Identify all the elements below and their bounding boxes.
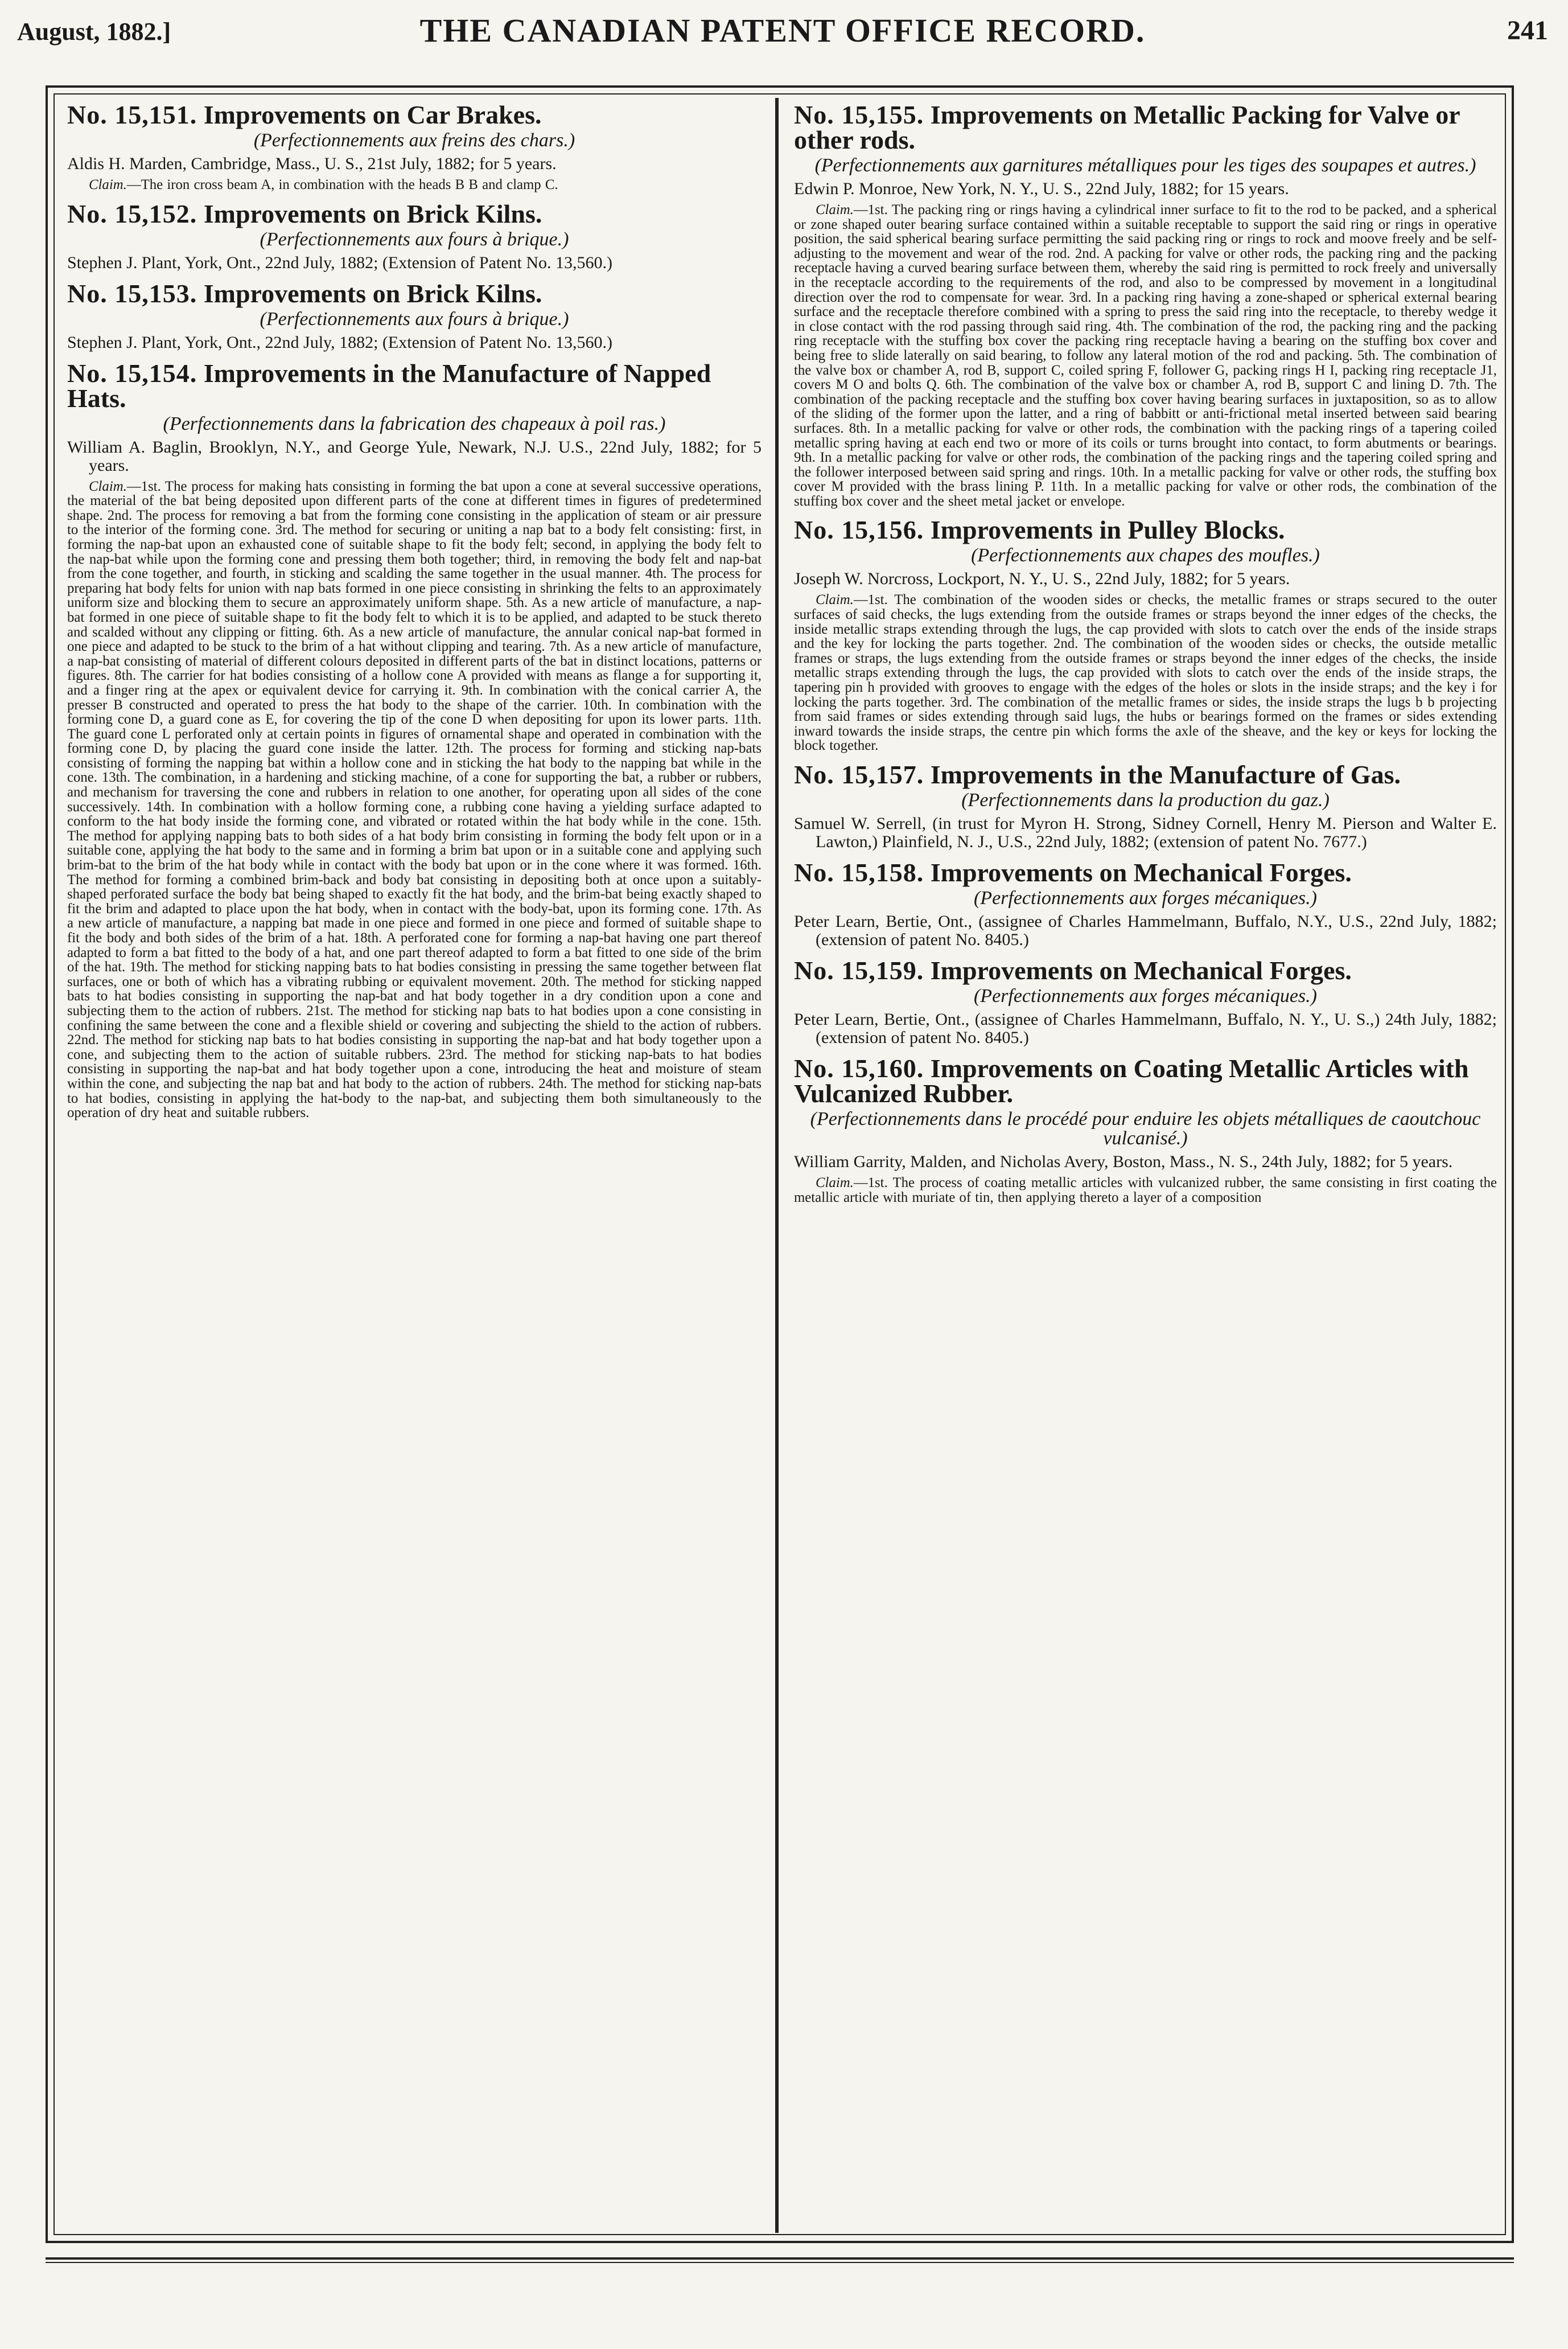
patent-entry-15156 [794, 515, 1497, 754]
patent-title [794, 958, 1497, 983]
french-title: (Perfectionnements aux garnitures métalliques pour les tiges des soupapes et autres.) [814, 155, 1476, 176]
inventor-line: William A. Baglin, Brooklyn, N.Y., and George Yule, Newark, N.J. U.S., 22nd July, 1882; for 5 years. [67, 437, 762, 475]
inventor-line: Joseph W. Norcross, Lockport, N. Y., U. S., 22nd July, 1882; for 5 years. [794, 569, 1290, 589]
bottom-rule [46, 2257, 1514, 2263]
french-title: (Perfectionnements aux fours à brique.) [260, 308, 569, 330]
patent-entry-15151 [67, 102, 762, 192]
patent-entry-15155 [794, 102, 1497, 508]
patent-number: No. 15,156. [794, 515, 924, 545]
claim-text [794, 593, 1497, 753]
patent-title-text: Improvements on Mechanical Forges. [930, 956, 1352, 985]
publication-title: THE CANADIAN PATENT OFFICE RECORD. [419, 12, 1146, 49]
claim-label: Claim. [89, 177, 127, 192]
inventor-line: William Garrity, Malden, and Nicholas Avery, Boston, Mass., N. S., 24th July, 1882; for 5 years. [794, 1152, 1453, 1171]
patent-entry-15157 [794, 762, 1497, 851]
patent-title [67, 102, 762, 128]
claim-text [67, 479, 762, 1120]
claim-body: —1st. The combination of the wooden sides or checks, the metallic frames or straps secured to the outer surfaces of said checks, the lugs extending from the outside frames or straps beyond the inner edges of the checks, the inside metallic straps extending through the lugs, the cap provided with slots to catch over the ends of the inside straps and the key for locking the parts together. 2nd. The combination of the wooden sides or checks, the outside metallic frames or straps, the lugs extending from the outside frames or straps beyond the inner edges of the checks, the inside metallic straps extending through the lugs, the cap provided with slots to catch over the ends of the inside straps, the tapering pin h provided with grooves to engage with the edges of the holes or slots in the inside straps; and the key i for locking the parts together. 3rd. The combination of the metallic frames or sides, the inside straps the lugs b b projecting from said frames or sides extending through said lugs, the hubs or bearings formed on the frames or sides extending inward towards the inside straps, the centre pin which forms the axle of the sheave, and the key or keys for locking the block together. [794, 592, 1497, 754]
patent-number: No. 15,159. [794, 956, 924, 985]
patent-title-text: Improvements on Brick Kilns. [203, 278, 542, 308]
patent-entry-15154 [67, 358, 762, 1121]
patent-entry-15160 [794, 1056, 1497, 1205]
french-title: (Perfectionnements dans le procédé pour enduire les objets métalliques de caoutchouc vulcanisé.) [810, 1108, 1481, 1149]
claim-label: Claim. [816, 592, 854, 608]
patent-title [794, 102, 1497, 153]
claim-text [67, 178, 762, 192]
patent-entry-15153 [67, 278, 762, 352]
claim-label: Claim. [816, 1175, 854, 1190]
inventor-line: Peter Learn, Bertie, Ont., (assignee of Charles Hammelmann, Buffalo, N. Y., U. S.,) 24th July, 1882; (extension of patent No. 8405.) [794, 1010, 1497, 1047]
claim-text [794, 203, 1497, 508]
patent-title [794, 860, 1497, 885]
page-header [17, 7, 1548, 52]
page-number: 241 [1507, 15, 1548, 46]
patent-number: No. 15,153. [67, 278, 197, 308]
claim-text [794, 1176, 1497, 1205]
patent-title-text: Improvements in the Manufacture of Napped Hats. [67, 358, 711, 413]
patent-title-text: Improvements on Metallic Packing for Valve or other rods. [794, 102, 1460, 154]
patent-entry-15152 [67, 199, 762, 272]
patent-title-text: Improvements in the Manufacture of Gas. [930, 760, 1401, 789]
patent-title-text: Improvements on Car Brakes. [203, 102, 542, 129]
patent-title-text: Improvements on Coating Metallic Articles with Vulcanized Rubber. [794, 1054, 1469, 1108]
inventor-line: Aldis H. Marden, Cambridge, Mass., U. S., 21st July, 1882; for 5 years. [67, 154, 557, 173]
french-title: (Perfectionnements dans la production du gaz.) [961, 790, 1330, 811]
issue-date: August, 1882.] [17, 18, 171, 46]
right-column [794, 102, 1497, 2232]
french-title: (Perfectionnements dans la fabrication des chapeaux à poil ras.) [163, 413, 666, 434]
patent-number: No. 15,154. [67, 358, 197, 388]
claim-body: —1st. The packing ring or rings having a cylindrical inner surface to fit to the rod to be packed, and a spherical or zone shaped outer bearing surface contained within a suitable receptable to support the said ring or rings in operative position, the said spherical bearing surface permitting the said packing ring or rings to rock and moove freely and be self-adjusting to the movement and wear of the rod. 2nd. A packing for valve or other rods, the packing ring and the packing receptacle having a curved bearing surface between them, whereby the said ring is permitted to rock freely and universally in the receptacle according to the requirements of the rod, and also to be compressed by movement in a longitudinal direction over the rod to compensate for wear. 3rd. In a packing ring having a zone-shaped or spherical external bearing surface and the receptacle therefore combined with a spring to press the said ring into the receptacle, to thereby wedge it in close contact with the rod passing through said ring. 4th. The combination of the rod, the packing ring and the packing ring receptacle with the stuffing box cover the packing ring receptacle having a bearing on the stuffing box cover and being free to slide laterally on said bearing, to follow any lateral motion of the rod and packing. 5th. The combination of the valve box or chamber A, rod B, support C, coiled spring F, follower G, packing rings H I, packing ring receptacle J1, covers M O and bolts Q. 6th. The combination of the valve box or chamber A, rod B, support C and lining D. 7th. The combination of the packing receptacle and the stuffing box cover having bearing surfaces in juxtaposition, so as to allow of the sliding of the former upon the latter, and a ring of babbitt or anti-frictional metal inserted between said bearing surfaces. 8th. In a metallic packing for valve or other rods, the combination with the packing rings of a tapering coiled metallic spring having at each end two or more of its coils or turns brought into contact, to form abutments or bearings. 9th. In a metallic packing for valve or other rods, the combination of the packing rings and the tapering coiled spring and the follower interposed between said spring and rings. 10th. In a metallic packing for valve or other rods, the stuffing box cover M provided with the brass lining P. 11th. In a metallic packing for valve or other rods, the combination of the stuffing box cover and the sheet metal jacket or envelope. [794, 202, 1497, 509]
patent-number: No. 15,155. [794, 102, 924, 129]
french-title: (Perfectionnements aux chapes des moufles.) [971, 545, 1320, 566]
claim-body: —1st. The process of coating metallic articles with vulcanized rubber, the same consisting in first coating the metallic article with muriate of tin, then applying thereto a layer of a composition [794, 1175, 1497, 1205]
inventor-line: Peter Learn, Bertie, Ont., (assignee of Charles Hammelmann, Buffalo, N.Y., U.S., 22nd July, 1882; (extension of patent No. 8405.) [794, 912, 1497, 949]
patent-title [794, 762, 1497, 787]
patent-title [67, 278, 762, 308]
inventor-line: Stephen J. Plant, York, Ont., 22nd July, 1882; (Extension of Patent No. 13,560.) [67, 332, 613, 352]
left-column [67, 102, 762, 2232]
patent-entry-15159 [794, 958, 1497, 1047]
french-title: (Perfectionnements aux fours à brique.) [260, 228, 569, 250]
french-title: (Perfectionnements aux forges mécaniques.) [973, 985, 1317, 1007]
patent-title-text: Improvements on Mechanical Forges. [930, 858, 1352, 887]
patent-number: No. 15,151. [67, 102, 197, 129]
column-divider [775, 98, 779, 2233]
patent-title-text: Improvements in Pulley Blocks. [930, 515, 1285, 545]
claim-label: Claim. [89, 478, 127, 494]
inventor-line: Samuel W. Serrell, (in trust for Myron H. Strong, Sidney Cornell, Henry M. Pierson and Walter E. Lawton,) Plainfield, N. J., U.S., 22nd July, 1882; (extension of patent No. 7677.) [794, 814, 1497, 851]
inventor-line: Edwin P. Monroe, New York, N. Y., U. S., 22nd July, 1882; for 15 years. [794, 179, 1289, 198]
patent-number: No. 15,157. [794, 760, 924, 789]
patent-number: No. 15,158. [794, 858, 924, 887]
french-title: (Perfectionnements aux freins des chars.) [253, 130, 575, 151]
french-title: (Perfectionnements aux forges mécaniques.) [973, 888, 1317, 909]
claim-body: —1st. The process for making hats consisting in forming the bat upon a cone at several successive operations, the material of the bat being deposited upon different parts of the cone at different times in figures of predetermined shape. 2nd. The process for removing a bat from the forming cone consisting in the application of steam or air pressure to the interior of the forming cone. 3rd. The method for securing or uniting a nap bat to a body felt consisting: first, in forming the nap-bat upon an exhausted cone of suitable shape to fit the body felt; second, in applying the body felt to the nap-bat while upon the forming cone and pressing them both together; third, in removing the body felt and nap-bat from the cone together, and fourth, in sticking and scalding the same together in the usual manner. 4th. The process for preparing hat body felts for union with nap bats formed in one piece consisting in shrinking the felts to an approximately uniform size and blocking them to secure an approximately uniform shape. 5th. As a new article of manufacture, a nap-bat formed in one piece of suitable shape to fit the body felt to which it is to be applied, and adapted to be stuck thereto and scalded without any clipping or fitting. 6th. As a new article of manufacture, the annular conical nap-bat formed in one piece and adapted to be stuck to the brim of a hat without clipping and tearing. 7th. As a new article of manufacture, a nap-bat consisting of material of different colours deposited in different parts of the bat in distinct locations, patterns or figures. 8th. The carrier for hat bodies consisting of a hollow cone A provided with means as flange a for supporting it, and a finger ring at the apex or equivalent device for carrying it. 9th. In combination with the conical carrier A, the presser B constructed and operated to press the hat body to the shape of the carrier. 10th. In combination with the forming cone D, a guard cone as E, for covering the tip of the cone D when depositing for upon its lower parts. 11th. The guard cone L perforated only at certain points in figures of ornamental shape and operated in combination with the forming cone D, by placing the guard cone inside the latter. 12th. The process for forming and sticking nap-bats consisting of forming the napping bat within a hollow cone and in sticking the hat body to the napping bat while in the cone. 13th. The combination, in a hardening and sticking machine, of a cone for supporting the bat, a rubber or rubbers, and mechanism for traversing the cone and rubbers in relation to one another, for operating upon all sides of the cone successively. 14th. In combination with a hollow forming cone, a rubbing cone having a yielding surface adapted to conform to the hat body inside the forming cone, and vibrated or rotated within the hat body while in the cone. 15th. The method for applying napping bats to both sides of a hat body brim consisting in forming the body felt upon or in a suitable cone, applying the hat body to the same and in forming a brim bat upon or in a suitable cone and applying such brim-bat to the brim of the hat body while in contact with the body bat upon or in the cone where it was formed. 16th. The method for forming a combined brim-back and body bat consisting in depositing both at once upon a suitably-shaped perforated surface the body bat being shaped to exactly fit the hat body, and the brim-bat being exactly shaped to fit the brim and adapted to place upon the hat body, when in contact with the body-bat, upon its forming cone. 17th. As a new article of manufacture, a napping bat made in one piece and formed in one piece and formed of suitable shape to fit the body and both sides of the brim of a hat. 18th. A perforated cone for forming a nap-bat having one part thereof adapted to form a bat fitted to the body of a hat, and one part thereof adapted to form a bat fitted to one side of the brim of the hat. 19th. The method for sticking napping bats to hat bodies consisting in pressing the same together between flat surfaces, one or both of which has a vibrating rubbing or equivalent movement. 20th. The method for sticking napped bats to hat bodies consisting in supporting the nap-bat and hat body together in a dry condition upon a cone and subjecting them to the action of rubbers. 21st. The method for sticking nap bats to hat bodies upon a cone consisting in confining the same between the cone and a flexible shield or covering and subjecting the shield to the action of rubbers. 22nd. The method for sticking nap bats to hat bodies consisting in supporting the nap-bat and hat body together upon a cone, and subjecting them to the action of suitable rubbers. 23rd. The method for sticking nap-bats to hat bodies consisting in supporting the nap-bat and hat body together upon a cone, introducing the heat and moisture of steam within the cone, and subjecting the nap bat and hat body to the action of rubbers. 24th. The method for sticking nap-bats to hat bodies, consisting in applying the hat-body to the nap-bat, and subjecting them both simultaneously to the operation of dry heat and suitable rubbers. [67, 478, 762, 1121]
patent-entry-15158 [794, 860, 1497, 949]
patent-title [67, 358, 762, 413]
inventor-line: Stephen J. Plant, York, Ont., 22nd July, 1882; (Extension of Patent No. 13,560.) [67, 253, 613, 272]
patent-number: No. 15,160. [794, 1054, 924, 1083]
claim-label: Claim. [816, 202, 854, 217]
patent-title [67, 199, 762, 228]
patent-title [794, 1056, 1497, 1106]
patent-title [794, 515, 1497, 545]
patent-number: No. 15,152. [67, 199, 197, 228]
claim-body: —The iron cross beam A, in combination with the heads B B and clamp C. [126, 177, 558, 192]
patent-title-text: Improvements on Brick Kilns. [203, 199, 542, 228]
